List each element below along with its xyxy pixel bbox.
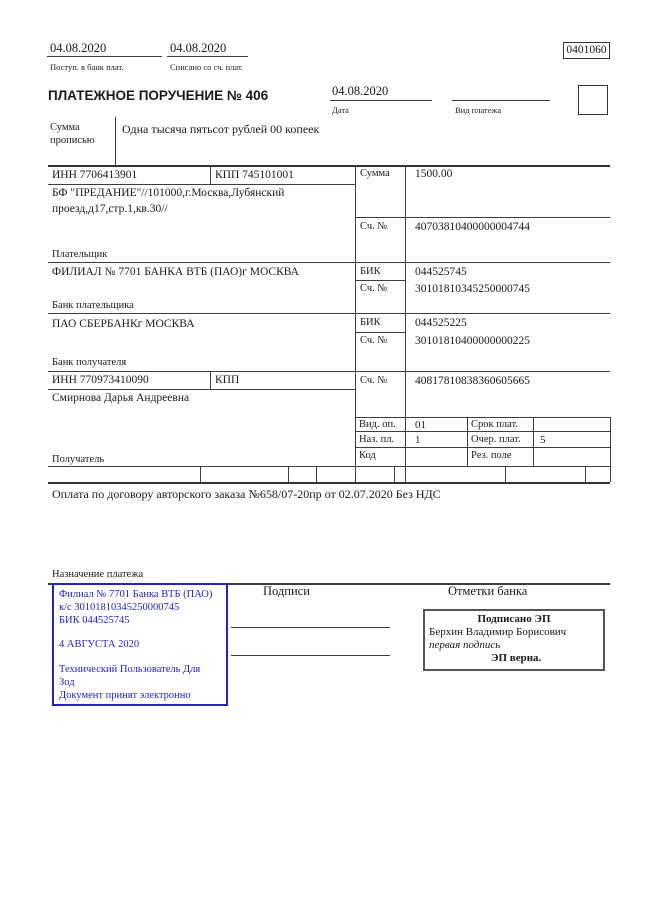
payment-type-underline [452, 100, 550, 101]
label-value-divider [405, 165, 406, 482]
payee-label: Получатель [52, 454, 105, 465]
due-date-label: Срок плат. [471, 419, 518, 430]
document-date: 04.08.2020 [332, 84, 389, 98]
form-code: 0401060 [566, 44, 607, 56]
sum-cell-line [355, 217, 610, 218]
op-type-value: 01 [415, 419, 426, 431]
debited-date: 04.08.2020 [170, 41, 227, 55]
main-column-divider [355, 165, 356, 482]
payee-bank-name: ПАО СБЕРБАНКг МОСКВА [52, 318, 195, 330]
payer-bank-account-value: 30101810345250000745 [415, 283, 530, 295]
op-row-top-line [355, 417, 610, 418]
code-label: Код [359, 450, 376, 461]
amount-words-value: Одна тысяча пятьсот рублей 00 копеек [122, 122, 320, 136]
esign-box [423, 609, 605, 671]
bottom-cells-divider-2 [288, 466, 289, 482]
payer-inn-row-line [48, 184, 355, 185]
signature-line-1 [231, 627, 390, 628]
payer-name-line2: проезд,д17,стр.1,кв.30// [52, 203, 168, 215]
payee-inn-kpp-divider [210, 371, 211, 389]
amount-words-divider [115, 117, 116, 165]
bottom-cells-divider-3 [316, 466, 317, 482]
esign-title: Подписано ЭП [477, 613, 551, 625]
purpose-code-label: Наз. пл. [359, 434, 395, 445]
stamp-branch: Филиал № 7701 Банка ВТБ (ПАО) [59, 589, 213, 600]
bottom-cells-divider-5 [505, 466, 506, 482]
stamp-accepted: Документ принят электронно [59, 690, 191, 701]
signature-line-2 [231, 655, 390, 656]
date-label: Дата [332, 105, 349, 115]
payer-bank-account-label: Сч. № [360, 283, 388, 294]
priority-label: Очер. плат. [471, 434, 521, 445]
debited-label: Списано со сч. плат. [170, 62, 244, 72]
due-col-right-border [533, 417, 534, 466]
payer-name-line1: БФ "ПРЕДАНИЕ"//101000,г.Москва,Лубянский [52, 187, 285, 199]
reserve-label: Рез. поле [471, 450, 512, 461]
purpose-code-value: 1 [415, 434, 421, 446]
stamp-operator-line1: Технический Пользователь Для [59, 664, 201, 675]
payer-label: Плательщик [52, 249, 108, 260]
payee-bank-label: Банк получателя [52, 357, 127, 368]
naz-row-line [355, 447, 610, 448]
sum-value: 1500.00 [415, 168, 453, 180]
payer-bank-bik-label: БИК [360, 266, 381, 277]
op-row-line [355, 431, 610, 432]
payment-type-label: Вид платежа [455, 105, 502, 115]
payee-kpp-label: КПП [215, 374, 240, 386]
bank-marks-title: Отметки банка [448, 584, 528, 598]
purpose-text: Оплата по договору авторского заказа №658/07-20пр от 02.07.2020 Без НДС [52, 487, 441, 501]
esign-name: Берхин Владимир Борисович [429, 626, 567, 638]
payee-bank-account-value: 30101810400000000225 [415, 335, 530, 347]
form-code-box [563, 42, 610, 59]
debited-date-underline [167, 56, 248, 57]
bottom-cells-divider-1 [200, 466, 201, 482]
payee-bank-bik-value: 044525225 [415, 317, 467, 329]
received-in-bank-date: 04.08.2020 [50, 41, 107, 55]
payer-kpp: КПП 745101001 [215, 169, 294, 181]
esign-note: первая подпись [429, 639, 501, 651]
payee-bank-section-line [48, 371, 610, 372]
payer-account-label: Сч. № [360, 221, 388, 232]
date-underline [330, 100, 432, 101]
table-top-border [48, 165, 610, 167]
payer-bank-section-line [48, 313, 610, 314]
payee-bank-bik-label: БИК [360, 317, 381, 328]
payer-inn-kpp-divider [210, 165, 211, 184]
table-right-border [610, 417, 611, 482]
payee-inn-row-line [48, 389, 355, 390]
payer-account-value: 40703810400000004744 [415, 221, 530, 233]
priority-value: 5 [540, 434, 546, 446]
bottom-cells-divider-4 [394, 466, 395, 482]
table-bottom-border [48, 482, 610, 484]
payee-bank-bik-divider [355, 332, 405, 333]
payer-bank-label: Банк плательщика [52, 300, 134, 311]
payer-inn: ИНН 7706413901 [52, 169, 138, 181]
stamp-operator-line2: Зод [59, 677, 75, 688]
signatures-title: Подписи [263, 584, 310, 598]
esign-verdict: ЭП верна. [491, 652, 542, 664]
stamp-corr-account: к/с 30101810345250000745 [59, 602, 180, 613]
purpose-label: Назначение платежа [52, 569, 144, 580]
payer-bank-bik-divider [355, 280, 405, 281]
due-col-left-border [467, 417, 468, 466]
payee-account-value: 40817810838360605665 [415, 375, 530, 387]
payer-bank-name: ФИЛИАЛ № 7701 БАНКА ВТБ (ПАО)г МОСКВА [52, 266, 299, 278]
sum-label: Сумма [360, 168, 390, 179]
payee-section-line [48, 466, 610, 467]
op-type-label: Вид. оп. [359, 419, 396, 430]
received-date-underline [47, 56, 162, 57]
stamp-bik: БИК 044525745 [59, 615, 130, 626]
payer-bank-bik-value: 044525745 [415, 266, 467, 278]
amount-words-label: Сумма прописью [50, 122, 95, 146]
payee-name: Смирнова Дарья Андреевна [52, 392, 190, 404]
bottom-cells-divider-6 [585, 466, 586, 482]
payment-type-box [578, 85, 608, 115]
bank-stamp [52, 583, 228, 706]
payer-section-line [48, 262, 610, 263]
payee-bank-account-label: Сч. № [360, 335, 388, 346]
payee-inn: ИНН 770973410090 [52, 374, 149, 386]
document-title: ПЛАТЕЖНОЕ ПОРУЧЕНИЕ № 406 [48, 88, 269, 103]
payee-account-label: Сч. № [360, 375, 388, 386]
received-in-bank-label: Поступ. в банк плат. [50, 62, 124, 72]
stamp-date: 4 АВГУСТА 2020 [59, 639, 140, 650]
